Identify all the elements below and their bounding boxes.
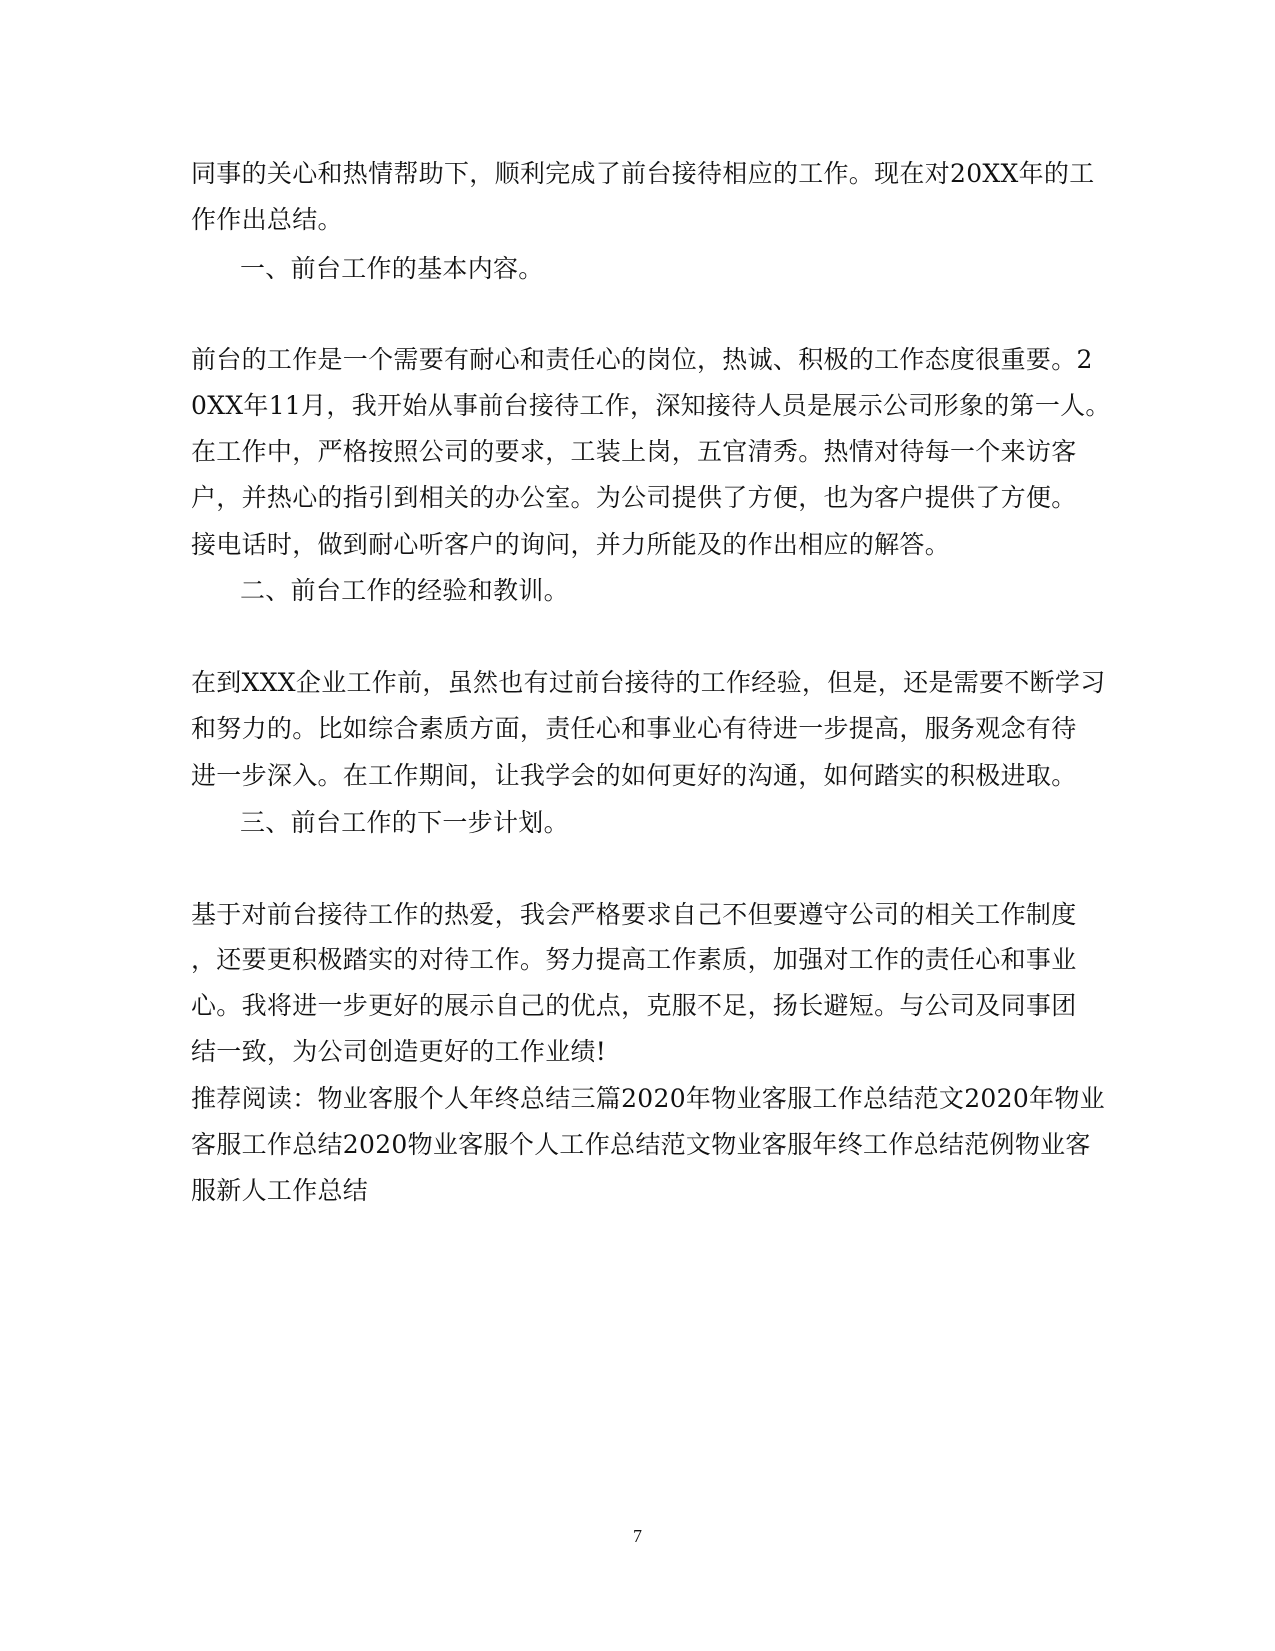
body-line: 和努力的。比如综合素质方面，责任心和事业心有待进一步提高，服务观念有待 xyxy=(191,714,1077,743)
body-line: 户，并热心的指引到相关的办公室。为公司提供了方便，也为客户提供了方便。 xyxy=(191,483,1077,512)
body-line: 在工作中，严格按照公司的要求，工装上岗，五官清秀。热情对待每一个来访客 xyxy=(191,437,1077,466)
recommended-reading-line: 服新人工作总结 xyxy=(191,1176,369,1205)
body-line: 作作出总结。 xyxy=(191,205,343,234)
body-line: 进一步深入。在工作期间，让我学会的如何更好的沟通，如何踏实的积极进取。 xyxy=(191,761,1077,790)
body-line: 接电话时，做到耐心听客户的询问，并力所能及的作出相应的解答。 xyxy=(191,530,951,559)
body-line: 基于对前台接待工作的热爱，我会严格要求自己不但要遵守公司的相关工作制度 xyxy=(191,900,1077,929)
section-heading: 三、前台工作的下一步计划。 xyxy=(240,808,569,837)
section-heading: 一、前台工作的基本内容。 xyxy=(240,254,544,283)
recommended-reading-line: 推荐阅读：物业客服个人年终总结三篇2020年物业客服工作总结范文2020年物业 xyxy=(191,1084,1105,1113)
recommended-reading-line: 客服工作总结2020物业客服个人工作总结范文物业客服年终工作总结范例物业客 xyxy=(191,1130,1091,1159)
section-heading: 二、前台工作的经验和教训。 xyxy=(240,576,569,605)
page-number: 7 xyxy=(633,1526,642,1546)
body-line: 在到XXX企业工作前，虽然也有过前台接待的工作经验，但是，还是需要不断学习 xyxy=(191,668,1106,697)
body-line: 0XX年11月，我开始从事前台接待工作，深知接待人员是展示公司形象的第一人。 xyxy=(191,391,1111,420)
body-line: 前台的工作是一个需要有耐心和责任心的岗位，热诚、积极的工作态度很重要。2 xyxy=(191,345,1093,374)
body-line: 同事的关心和热情帮助下，顺利完成了前台接待相应的工作。现在对20XX年的工 xyxy=(191,159,1095,188)
body-line: 心。我将进一步更好的展示自己的优点，克服不足，扬长避短。与公司及同事团 xyxy=(191,991,1077,1020)
body-line: 结一致，为公司创造更好的工作业绩! xyxy=(191,1037,607,1066)
body-line: ，还要更积极踏实的对待工作。努力提高工作素质，加强对工作的责任心和事业 xyxy=(191,945,1077,974)
